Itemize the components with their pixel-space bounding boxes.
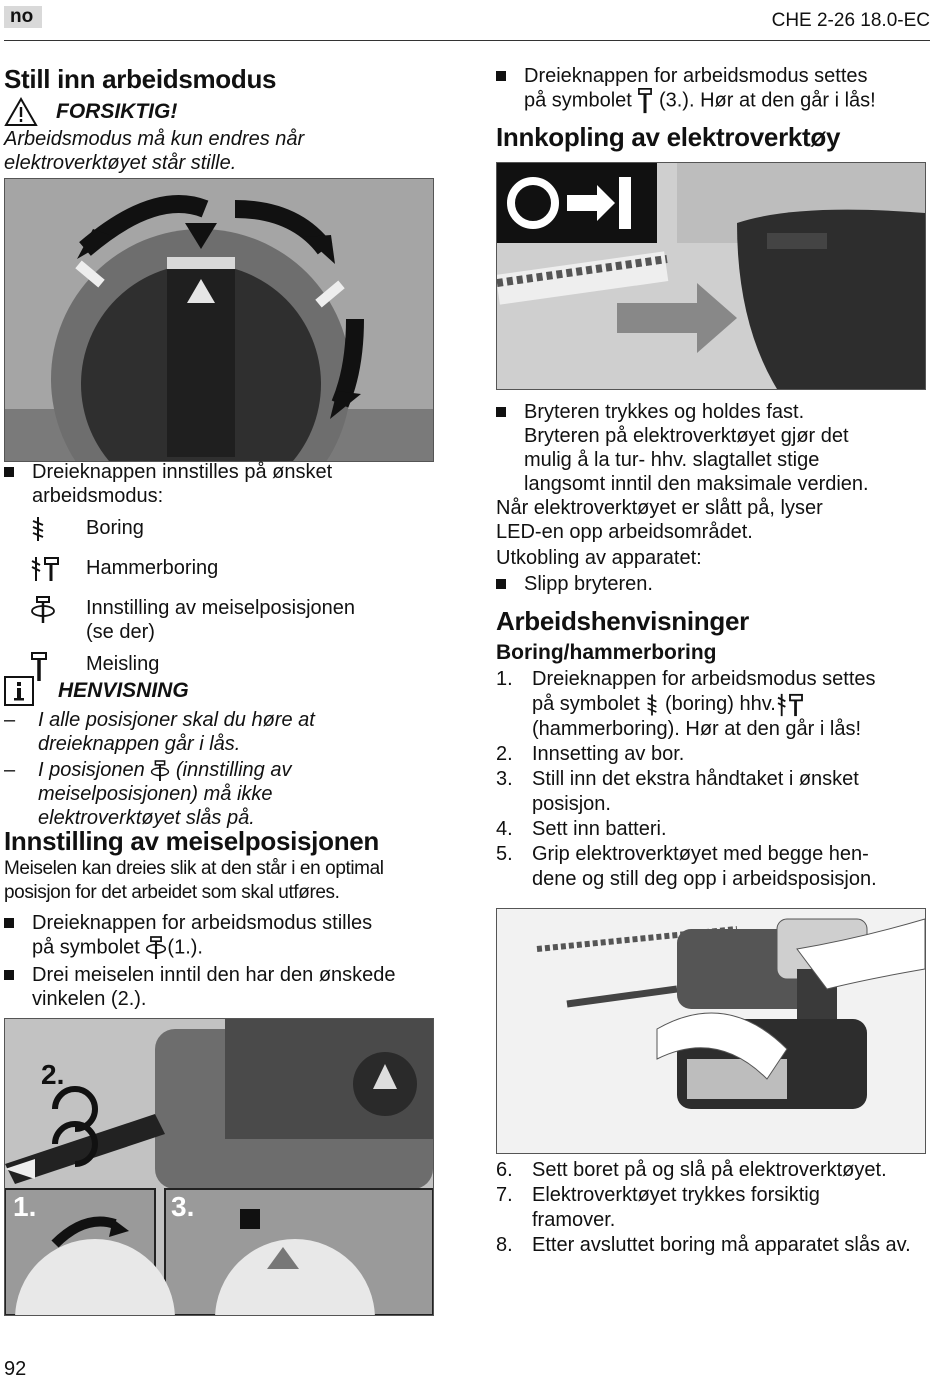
bullet-press-switch [496, 400, 934, 496]
note-text: dreieknappen går i lås. [38, 733, 241, 755]
step-number: 3. [496, 768, 513, 790]
note-text: I alle posisjoner skal du høre at [38, 709, 315, 731]
chisel-rotate-icon [145, 935, 167, 961]
bullet-set-chisel-symbol [496, 64, 934, 114]
bullet-square-icon [4, 970, 14, 980]
figure-step-1-label: 1. [13, 1191, 37, 1222]
switch-instructions [496, 400, 934, 596]
caution-row [4, 97, 434, 127]
step-4 [496, 817, 934, 842]
section-title-arbeidsmodus: Still inn arbeidsmodus [4, 64, 277, 94]
right-top-block [496, 64, 934, 153]
switch-figure [496, 162, 926, 390]
bullet-square-icon [4, 467, 14, 477]
step-2 [496, 742, 934, 767]
led-text-1: Når elektroverktøyet er slått på, lyser [496, 497, 823, 519]
hammer-drill-icon [776, 693, 804, 717]
work-instructions-section [496, 606, 934, 892]
bullet-text: Bryteren trykkes og holdes fast. [524, 401, 805, 423]
drill-bit-icon [30, 516, 46, 542]
mode-dial-figure [4, 178, 434, 462]
bullet-text: Drei meiselen inntil den har den ønskede [32, 964, 396, 986]
mode-label-sub: (se der) [86, 621, 155, 643]
bullet-text: vinkelen (2.). [32, 988, 147, 1010]
bullet-text: Dreieknappen for arbeidsmodus settes [524, 65, 868, 87]
drilling-illustration [497, 909, 925, 1153]
step-text: Sett inn batteri. [532, 818, 667, 840]
step-text: på symbolet [532, 693, 640, 715]
header-rule [4, 40, 930, 41]
model-number: CHE 2-26 18.0-EC [771, 10, 930, 31]
step-number: 6. [496, 1159, 513, 1181]
bullet-text: på symbolet [524, 89, 632, 112]
bullet-text: (1.). [167, 936, 203, 959]
chisel-icon [637, 88, 653, 114]
bullet-text: mulig å la tur- hhv. slagtallet stige [524, 449, 820, 471]
caution-text-2: elektroverktøyet står stille. [4, 152, 237, 174]
step-text: Dreieknappen for arbeidsmodus settes [532, 668, 876, 690]
note-label: HENVISNING [58, 679, 189, 702]
warning-triangle-icon [4, 97, 38, 127]
step-number: 7. [496, 1184, 513, 1206]
bullet-square-icon [496, 579, 506, 589]
chisel-rotate-icon [150, 760, 170, 782]
bullet-text: Dreieknappen for arbeidsmodus stilles [32, 912, 373, 934]
bullet-release-switch [496, 572, 934, 596]
mode-label: Innstilling av meiselposisjonen [86, 597, 356, 619]
mode-item-boring [30, 516, 434, 548]
step-text: Innsetting av bor. [532, 743, 685, 765]
step-number: 8. [496, 1234, 513, 1256]
left-section-title-block [4, 64, 434, 175]
drill-bit-icon [645, 693, 659, 717]
step-text: posisjon. [532, 793, 611, 815]
step-text: Grip elektroverktøyet med begge hen- [532, 843, 869, 865]
step-text: Still inn det ekstra håndtaket i ønsket [532, 768, 859, 790]
step-number: 5. [496, 843, 513, 865]
chisel-rotate-icon [30, 596, 56, 624]
step-6 [496, 1158, 934, 1183]
bullet-text: Bryteren på elektroverktøyet gjør det [524, 425, 849, 447]
bullet-square-icon [496, 71, 506, 81]
subtitle-boring: Boring/hammerboring [496, 641, 717, 664]
mode-label: Boring [86, 517, 144, 539]
hammer-drill-icon [30, 556, 60, 582]
step-5 [496, 842, 934, 892]
step-text: dene og still deg opp i arbeidsposisjon. [532, 868, 877, 890]
mode-selection-block [4, 460, 434, 696]
bullet-text: arbeidsmodus: [32, 485, 164, 507]
figure-step-2-label: 2. [41, 1059, 65, 1090]
chisel-adjust-illustration [5, 1019, 433, 1315]
mode-dial-illustration [5, 179, 433, 461]
drilling-figure [496, 908, 926, 1154]
step-number: 2. [496, 743, 513, 765]
bullet-text: langsomt inntil den maksimale verdien. [524, 473, 869, 495]
step-text: (hammerboring). Hør at den går i lås! [532, 718, 862, 740]
note-text: I posisjonen [38, 759, 145, 781]
info-icon [4, 676, 34, 706]
step-text: Sett boret på og slå på elektroverktøyet. [532, 1159, 887, 1181]
step-3 [496, 767, 934, 817]
caution-label: FORSIKTIG! [56, 100, 178, 123]
switch-illustration [497, 163, 925, 389]
step-number: 4. [496, 818, 513, 840]
language-tag: no [4, 6, 42, 28]
mode-list [4, 516, 434, 688]
bullet-rotate-chisel [4, 963, 434, 1011]
bullet-select-mode [4, 460, 434, 508]
note-text: elektroverktøyet slås på. [38, 807, 255, 829]
section-title-arbeidshenvisninger: Arbeidshenvisninger [496, 606, 749, 636]
led-text-2: LED-en opp arbeidsområdet. [496, 521, 753, 543]
section-text-1: Meiselen kan dreies slik at den står i en optimal [4, 858, 384, 879]
note-text: (innstilling av [175, 759, 292, 781]
mode-item-chisel-position [30, 596, 434, 644]
figure-step-3-label: 3. [171, 1191, 195, 1222]
mode-label: Meisling [86, 653, 160, 675]
page-number: 92 [4, 1358, 27, 1380]
bullet-set-chisel-mode [4, 911, 434, 961]
step-8 [496, 1233, 934, 1258]
bullet-text: Slipp bryteren. [524, 573, 653, 595]
step-number: 1. [496, 668, 513, 690]
caution-text-1: Arbeidsmodus må kun endres når [4, 128, 305, 150]
chisel-position-section [4, 826, 434, 1011]
section-title-meiselposisjon: Innstilling av meiselposisjonen [4, 826, 380, 856]
step-text: (boring) hhv. [664, 693, 776, 715]
switch-off-text: Utkobling av apparatet: [496, 547, 702, 569]
mode-label: Hammerboring [86, 557, 219, 579]
bullet-text: (3.). Hør at den går i lås! [658, 89, 876, 112]
step-1 [496, 667, 934, 742]
note-item-2: – I posisjonen (innstilling av meiselposisjonen) må ikke elektroverktøyet slås på. [4, 759, 292, 829]
bullet-text: Dreieknappen innstilles på ønsket [32, 461, 333, 483]
chisel-adjust-figure [4, 1018, 434, 1316]
step-7 [496, 1183, 934, 1233]
mode-item-hammerboring [30, 556, 434, 588]
bullet-text: på symbolet [32, 936, 140, 959]
bullet-square-icon [496, 407, 506, 417]
final-steps [496, 1158, 934, 1258]
bullet-square-icon [4, 918, 14, 928]
step-text: Elektroverktøyet trykkes forsiktig [532, 1184, 820, 1206]
note-item-1: – I alle posisjoner skal du høre at dreieknappen går i lås. [4, 709, 315, 755]
step-text: framover. [532, 1209, 616, 1231]
section-title-innkopling: Innkopling av elektroverktøy [496, 122, 841, 152]
section-text-2: posisjon for det arbeidet som skal utføres. [4, 882, 340, 903]
step-text: Etter avsluttet boring må apparatet slås av. [532, 1234, 911, 1256]
note-text: meiselposisjonen) må ikke [38, 783, 273, 805]
note-block [4, 676, 434, 830]
note-header [4, 676, 434, 706]
